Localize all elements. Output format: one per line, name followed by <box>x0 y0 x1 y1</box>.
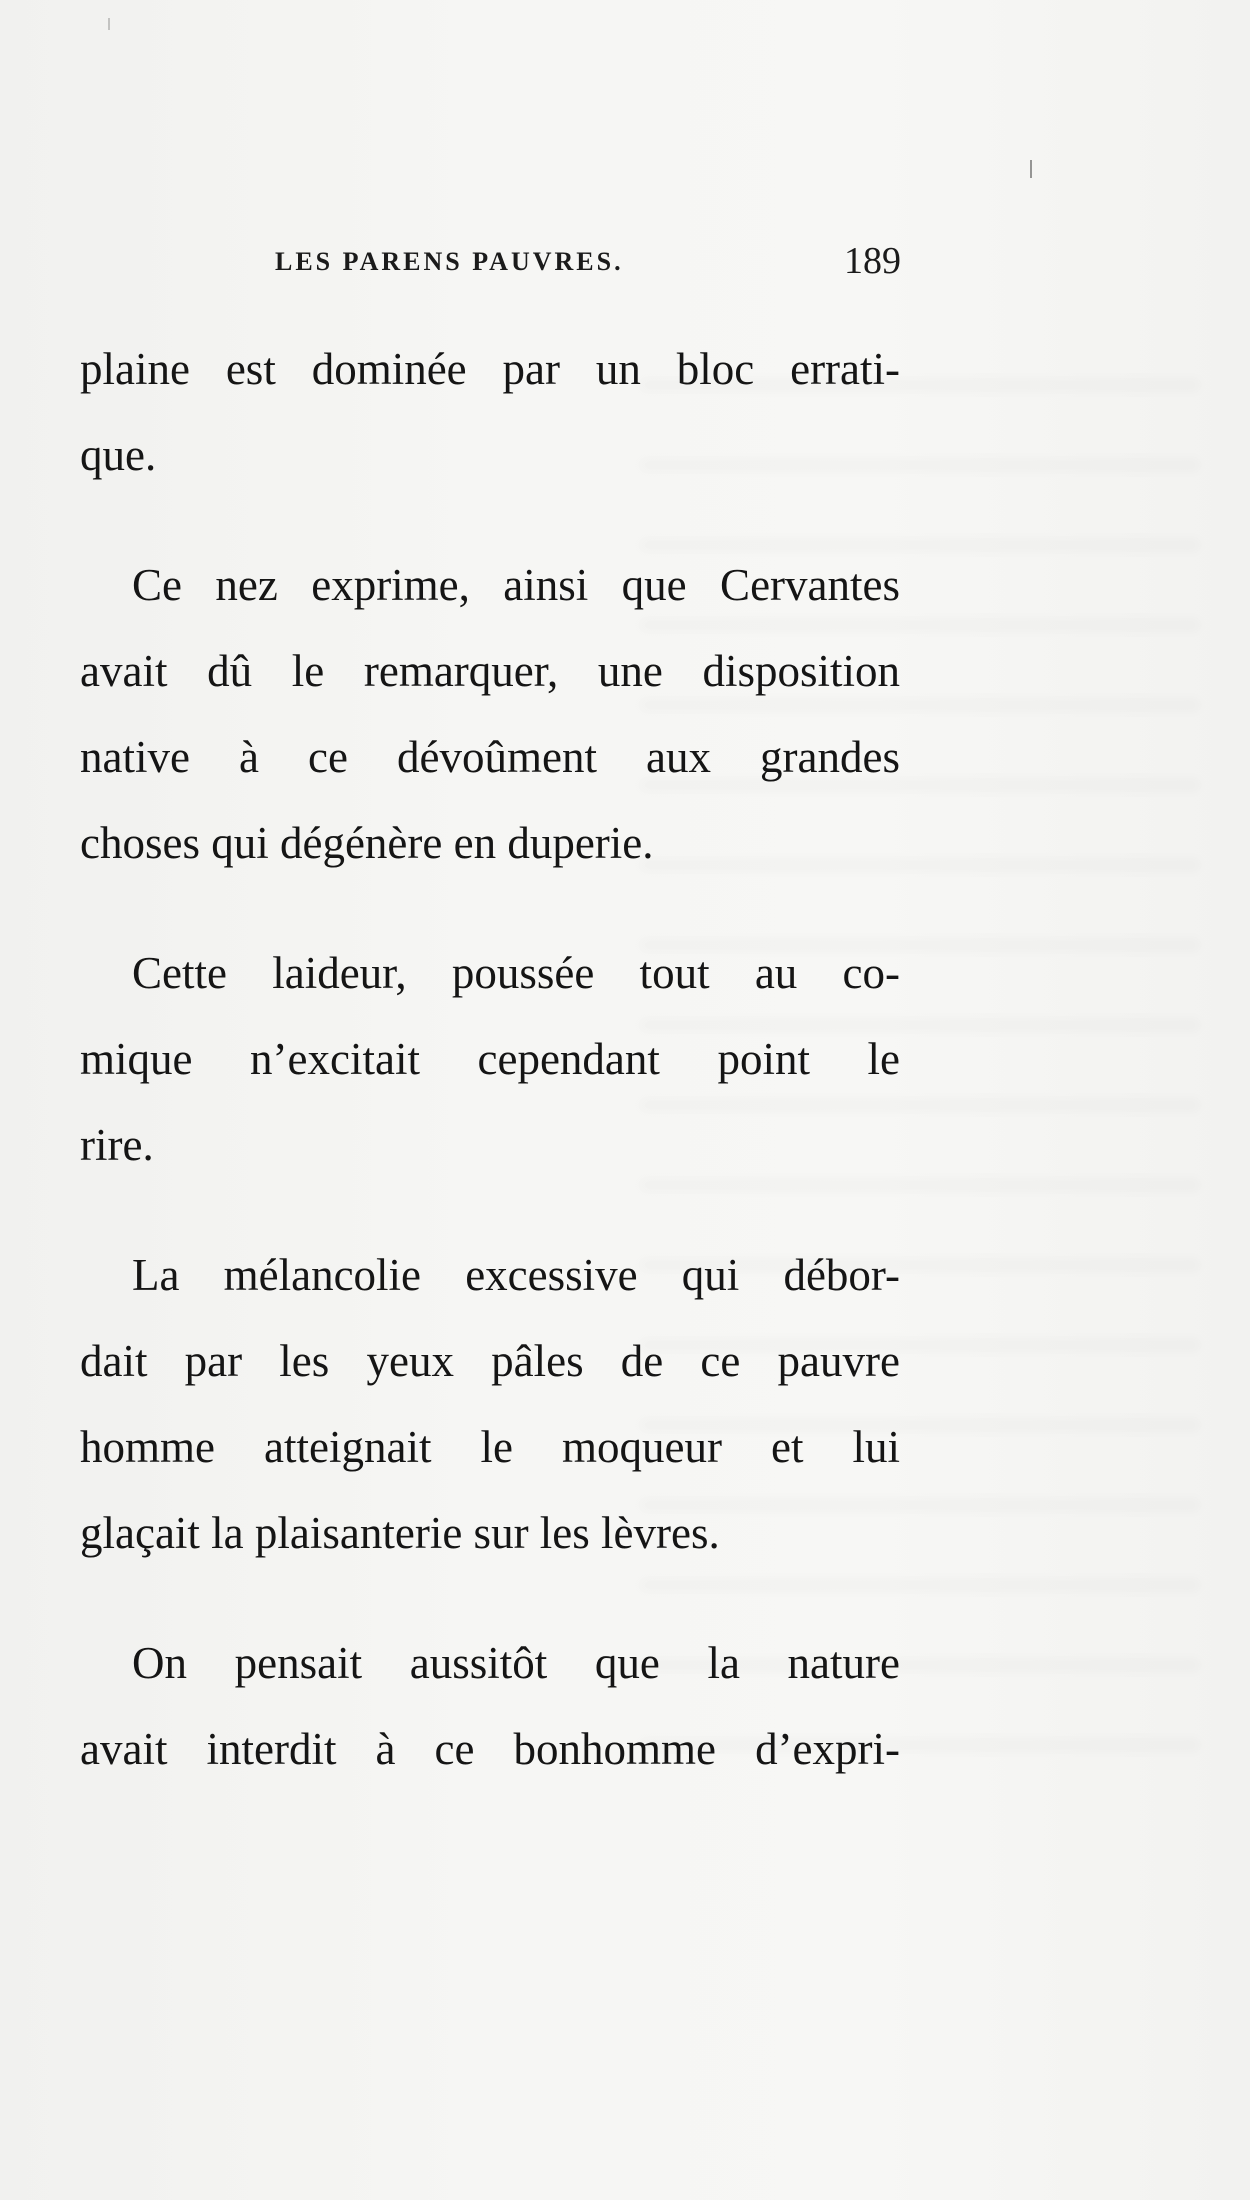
page-speck <box>1030 160 1032 178</box>
paragraph <box>80 1232 900 1576</box>
text-line: La mélancolie excessive qui débor- <box>132 1250 900 1300</box>
page-speck <box>108 18 110 30</box>
text-line: dait par les yeux pâles de ce pauvre <box>80 1336 900 1386</box>
page-number: 189 <box>844 240 901 282</box>
text-line: Cette laideur, poussée tout au co- <box>132 948 900 998</box>
running-head: LES PARENS PAUVRES. <box>275 247 624 276</box>
text-line: native à ce dévoûment aux grandes <box>80 732 900 782</box>
text-line: homme atteignait le moqueur et lui <box>80 1422 900 1472</box>
text-line: rire. <box>80 1120 154 1170</box>
page-header <box>275 240 905 283</box>
body-text <box>80 326 900 1792</box>
text-line: que. <box>80 430 157 480</box>
text-line: choses qui dégénère en duperie. <box>80 818 654 868</box>
text-line: Ce nez exprime, ainsi que Cervantes <box>132 560 900 610</box>
text-line: plaine est dominée par un bloc errati- <box>80 344 900 394</box>
text-line: glaçait la plaisanterie sur les lèvres. <box>80 1508 720 1558</box>
text-line: avait dû le remarquer, une disposition <box>80 646 900 696</box>
paragraph <box>80 542 900 886</box>
text-line: mique n’excitait cependant point le <box>80 1034 900 1084</box>
text-line: On pensait aussitôt que la nature <box>132 1638 900 1688</box>
paragraph <box>80 930 900 1188</box>
paragraph <box>80 1620 900 1792</box>
text-line: avait interdit à ce bonhomme d’expri- <box>80 1724 900 1774</box>
paragraph <box>80 326 900 498</box>
